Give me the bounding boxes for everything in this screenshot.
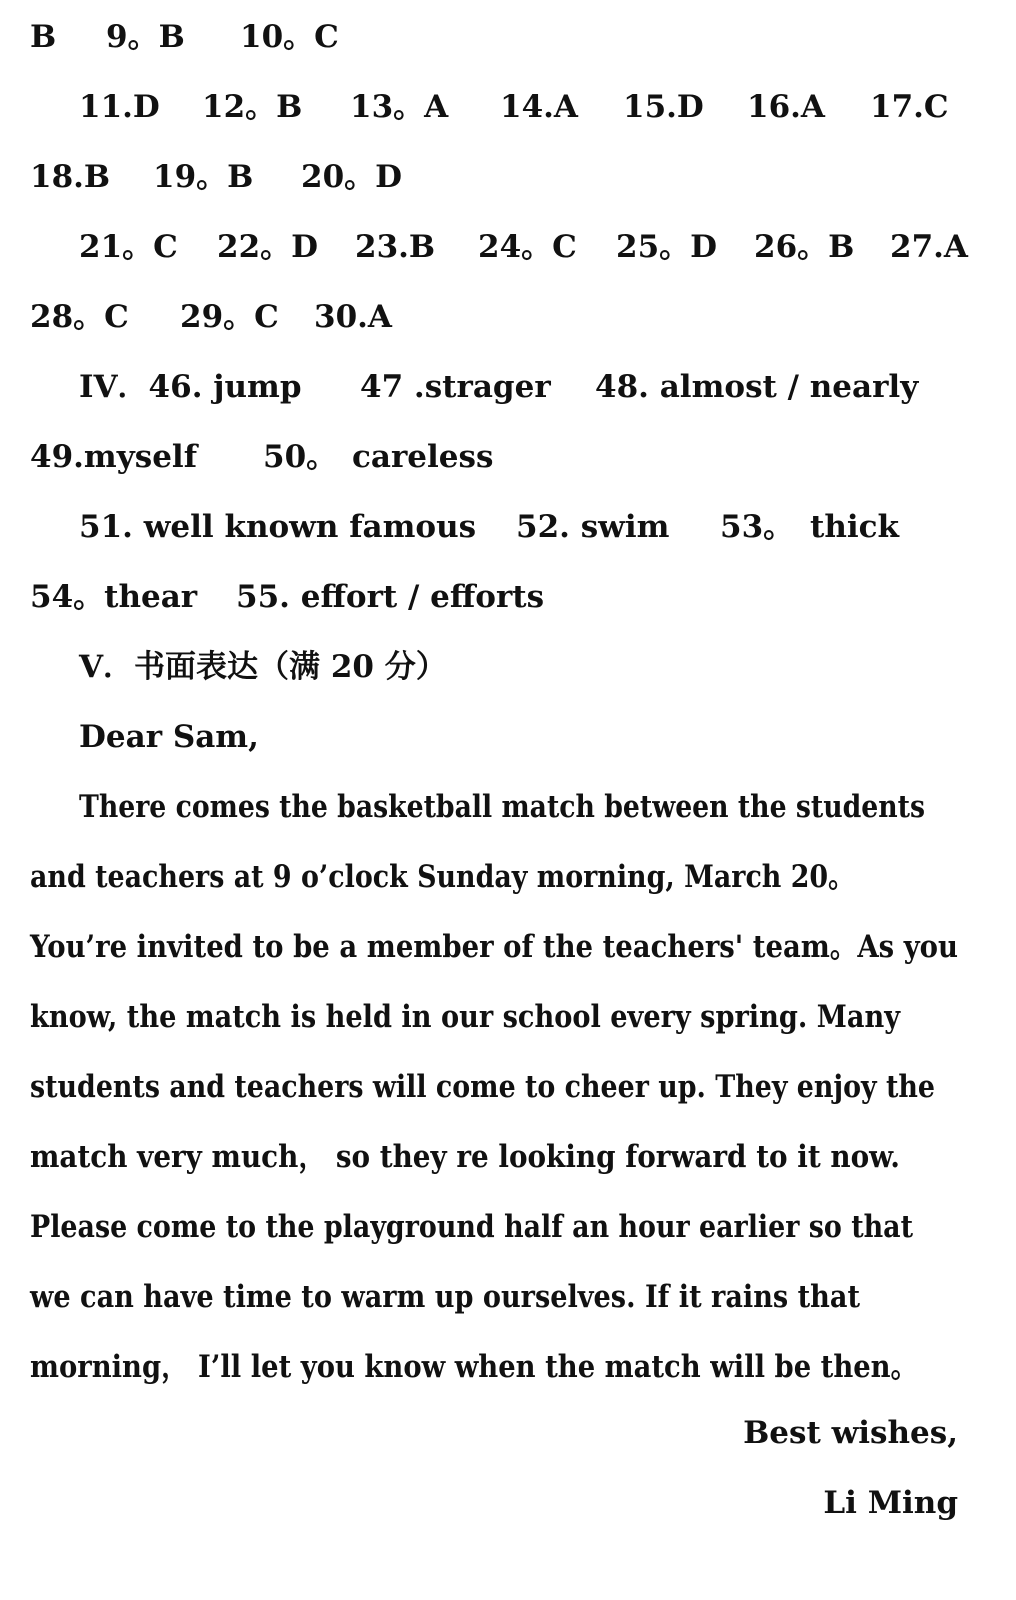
answer-20: 20。D	[301, 159, 403, 195]
answer-15: 15.D	[623, 89, 704, 125]
answer-8: B	[30, 19, 57, 55]
answer-19: 19。B	[153, 159, 254, 195]
answer-51: 51. well known famous	[79, 509, 477, 545]
answer-50-word: careless	[352, 439, 494, 475]
answer-30: 30.A	[314, 299, 392, 335]
answer-21: 21。C	[79, 229, 178, 265]
letter-closing: Best wishes,	[743, 1415, 958, 1451]
answer-22: 22。D	[217, 229, 319, 265]
letter-line-2: and teachers at 9 o’clock Sunday morning, March 20。	[30, 859, 855, 895]
answer-28: 28。C	[30, 299, 129, 335]
answer-18: 18.B	[30, 159, 111, 195]
answer-10: 10。C	[240, 19, 339, 55]
answer-13: 13。A	[350, 89, 449, 125]
letter-line-7: Please come to the playground half an hour earlier so that	[30, 1209, 913, 1245]
answer-50-number: 50。	[263, 439, 338, 475]
letter-signature: Li Ming	[823, 1485, 958, 1521]
answer-54: 54。thear	[30, 579, 198, 615]
answer-16: 16.A	[747, 89, 825, 125]
answer-9: 9。B	[106, 19, 185, 55]
letter-line-6: match very much， so they re looking forward to it now.	[30, 1139, 900, 1175]
answer-46: IV．46. jump	[79, 369, 302, 405]
answer-23: 23.B	[355, 229, 436, 265]
letter-line-3: You’re invited to be a member of the teachers' team。As you	[30, 929, 958, 965]
answer-53-number: 53。	[720, 509, 795, 545]
letter-line-4: know, the match is held in our school every spring. Many	[30, 999, 900, 1035]
letter-line-5: students and teachers will come to cheer up. They enjoy the	[30, 1069, 935, 1105]
answer-53-word: thick	[810, 509, 899, 545]
section-heading-writing: V．书面表达（满 20 分）	[79, 649, 447, 685]
answer-27: 27.A	[890, 229, 968, 265]
answer-26: 26。B	[754, 229, 855, 265]
answer-25: 25。D	[616, 229, 718, 265]
answer-17: 17.C	[870, 89, 949, 125]
letter-line-1: There comes the basketball match between the students	[79, 789, 925, 825]
answer-24: 24。C	[478, 229, 577, 265]
answer-55: 55. effort / efforts	[236, 579, 545, 615]
answer-12: 12。B	[202, 89, 303, 125]
letter-salutation: Dear Sam,	[79, 719, 259, 755]
letter-line-9: morning， I’ll let you know when the match will be then。	[30, 1349, 918, 1385]
answer-48: 48. almost / nearly	[595, 369, 919, 405]
answer-47: 47 .strager	[360, 369, 551, 405]
answer-49: 49.myself	[30, 439, 198, 475]
answer-14: 14.A	[500, 89, 578, 125]
letter-line-8: we can have time to warm up ourselves. If it rains that	[30, 1279, 860, 1315]
answer-52: 52. swim	[516, 509, 670, 545]
answer-29: 29。C	[180, 299, 279, 335]
answer-11: 11.D	[79, 89, 160, 125]
